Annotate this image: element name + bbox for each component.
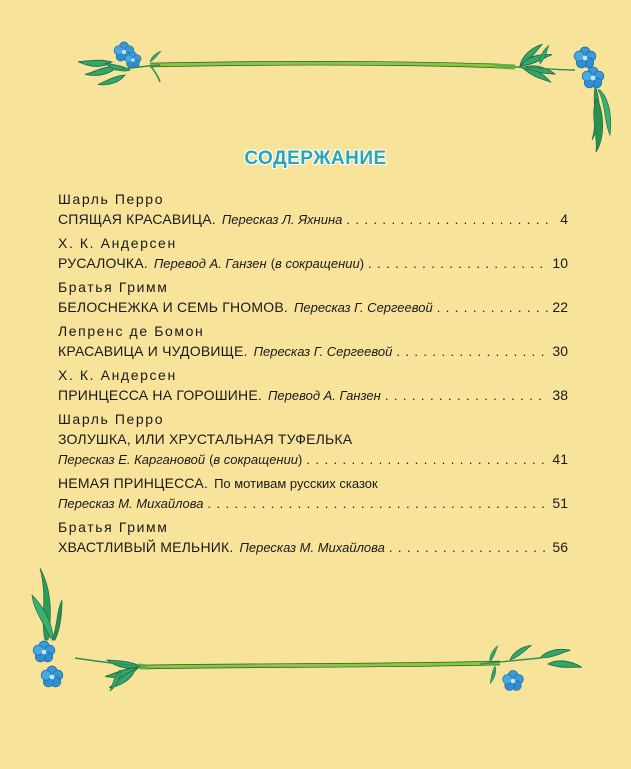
dot-leader bbox=[389, 538, 549, 558]
entry-author: Шарль Перро bbox=[58, 191, 165, 207]
top-vine-icon bbox=[78, 42, 611, 152]
entry-credit: Пересказ Л. Яхнина bbox=[221, 212, 343, 227]
entry-page-number: 38 bbox=[552, 387, 568, 403]
entry-page-number: 10 bbox=[552, 255, 568, 271]
dot-leader bbox=[385, 386, 549, 406]
entry-title: СПЯЩАЯ КРАСАВИЦА. bbox=[58, 211, 216, 227]
entry-page-number: 30 bbox=[552, 343, 568, 359]
entry-title: ПРИНЦЕССА НА ГОРОШИНЕ. bbox=[58, 387, 262, 403]
entry-author: Шарль Перро bbox=[58, 411, 165, 427]
dot-leader bbox=[306, 450, 548, 470]
entry-title: НЕМАЯ ПРИНЦЕССА. bbox=[58, 475, 209, 491]
toc-entry[interactable] bbox=[58, 321, 568, 361]
page-title: СОДЕРЖАНИЕ bbox=[244, 148, 387, 169]
entry-page-number: 56 bbox=[552, 539, 568, 555]
entry-page-number: 41 bbox=[552, 451, 568, 467]
entry-credit: Перевод А. Ганзен bbox=[267, 388, 381, 403]
entry-credit: Пересказ М. Михайлова bbox=[239, 540, 385, 555]
entry-author: Х. К. Андерсен bbox=[58, 235, 177, 251]
dot-leader bbox=[396, 342, 548, 362]
toc-entry[interactable] bbox=[58, 189, 568, 229]
entry-author: Лепренс де Бомон bbox=[58, 323, 205, 339]
entry-title: ХВАСТЛИВЫЙ МЕЛЬНИК. bbox=[58, 539, 234, 555]
table-of-contents bbox=[58, 189, 568, 561]
entry-note: (в сокращении) bbox=[270, 256, 365, 271]
dot-leader bbox=[346, 210, 554, 230]
entry-title: БЕЛОСНЕЖКА И СЕМЬ ГНОМОВ. bbox=[58, 299, 288, 315]
entry-page-number: 22 bbox=[552, 299, 568, 315]
toc-entry[interactable] bbox=[58, 473, 568, 513]
entry-author: Братья Гримм bbox=[58, 279, 169, 295]
toc-entry[interactable] bbox=[58, 233, 568, 273]
entry-subnote: По мотивам русских сказок bbox=[214, 476, 378, 491]
toc-entry[interactable] bbox=[58, 517, 568, 557]
entry-page-number: 51 bbox=[552, 495, 568, 511]
entry-page-number: 4 bbox=[560, 211, 568, 227]
entry-title: ЗОЛУШКА, ИЛИ ХРУСТАЛЬНАЯ ТУФЕЛЬКА bbox=[58, 431, 353, 447]
toc-entry[interactable] bbox=[58, 365, 568, 405]
entry-credit: Пересказ М. Михайлова bbox=[58, 496, 204, 511]
entry-note: (в сокращении) bbox=[209, 452, 303, 467]
entry-credit: Пересказ Г. Сергеевой bbox=[293, 300, 433, 315]
entry-credit: Перевод А. Ганзен bbox=[153, 256, 267, 271]
dot-leader bbox=[207, 494, 548, 514]
toc-entry[interactable] bbox=[58, 409, 568, 469]
entry-title: РУСАЛОЧКА. bbox=[58, 255, 148, 271]
entry-title: КРАСАВИЦА И ЧУДОВИЩЕ. bbox=[58, 343, 248, 359]
toc-entry[interactable] bbox=[58, 277, 568, 317]
entry-credit: Пересказ Г. Сергеевой bbox=[253, 344, 393, 359]
dot-leader bbox=[437, 298, 549, 318]
entry-credit: Пересказ Е. Каргановой bbox=[58, 452, 206, 467]
dot-leader bbox=[368, 254, 548, 274]
bottom-vine-icon bbox=[32, 568, 582, 692]
entry-author: Братья Гримм bbox=[58, 519, 169, 535]
entry-author: Х. К. Андерсен bbox=[58, 367, 177, 383]
